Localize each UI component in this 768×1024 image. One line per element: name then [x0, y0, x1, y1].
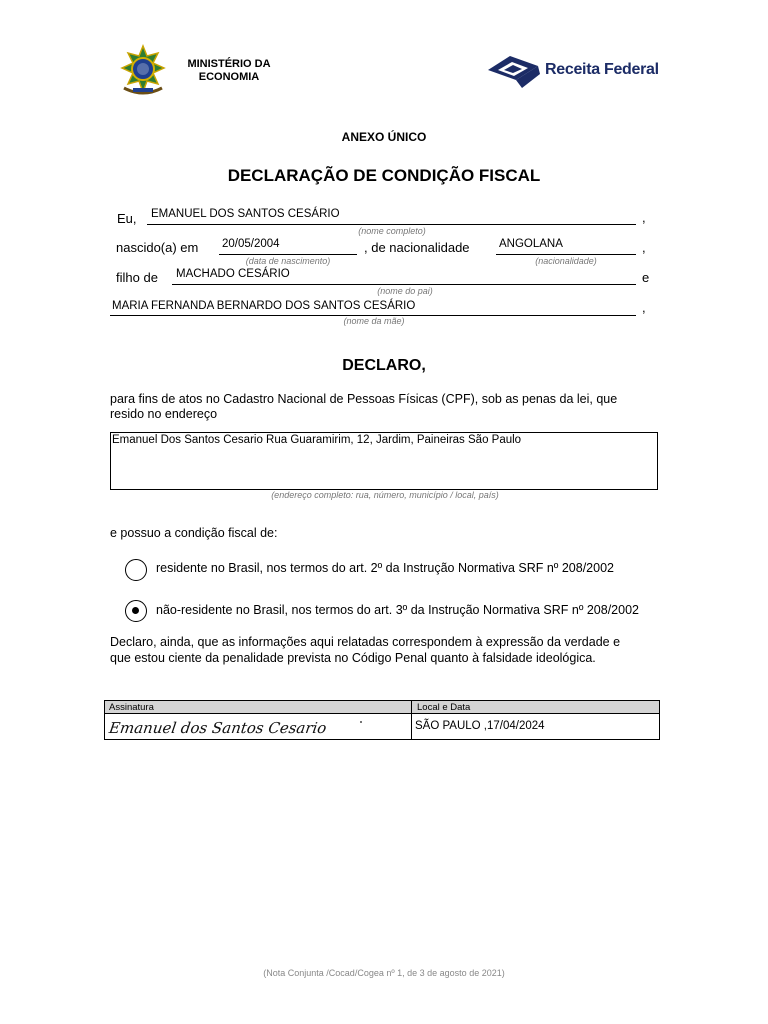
place-date-header: Local e Data — [412, 701, 659, 714]
father-name-underline — [172, 284, 636, 285]
non-resident-radio[interactable] — [125, 600, 147, 622]
address-field[interactable]: Emanuel Dos Santos Cesario Rua Guaramirim, 12, Jardim, Paineiras São Paulo — [112, 434, 522, 446]
closing-line-2: que estou ciente da penalidade prevista no Código Penal quanto à falsidade ideológica. — [110, 651, 596, 665]
place-date-field[interactable]: SÃO PAULO ,17/04/2024 — [415, 720, 545, 732]
father-name-hint: (nome do pai) — [377, 286, 433, 296]
nationality-label: , de nacionalidade — [364, 240, 470, 255]
ministry-name: MINISTÉRIO DA ECONOMIA — [187, 58, 271, 83]
birth-date-field[interactable]: 20/05/2004 — [222, 238, 280, 250]
birth-date-underline — [219, 254, 357, 255]
signature-table — [104, 700, 660, 740]
son-of-label: filho de — [116, 270, 158, 285]
full-name-hint: (nome completo) — [358, 226, 426, 236]
father-name-field[interactable]: MACHADO CESÁRIO — [176, 268, 290, 280]
declaro-heading: DECLARO, — [342, 357, 426, 374]
nationality-underline — [496, 254, 636, 255]
radio-selected-dot — [132, 607, 139, 614]
receita-federal-logo — [486, 52, 546, 90]
intro-line-2: resido no endereço — [110, 407, 218, 421]
resident-radio[interactable] — [125, 559, 147, 581]
annex-label: ANEXO ÚNICO — [341, 130, 427, 144]
condition-label: e possuo a condição fiscal de: — [110, 526, 278, 540]
signature-text: Emanuel dos Santos Cesario — [107, 719, 328, 737]
birth-date-hint: (data de nascimento) — [245, 256, 331, 266]
non-resident-option-label: não-residente no Brasil, nos termos do art. 3º da Instrução Normativa SRF nº 208/2002 — [156, 603, 639, 617]
mother-name-hint: (nome da mãe) — [343, 316, 405, 326]
full-name-underline — [147, 224, 636, 225]
closing-line-1: Declaro, ainda, que as informações aqui relatadas correspondem à expressão da verdade e — [110, 635, 621, 649]
comma: , — [642, 300, 646, 315]
receita-federal-wordmark: Receita Federal — [545, 61, 659, 78]
intro-line-1: para fins de atos no Cadastro Nacional de Pessoas Físicas (CPF), sob as penas da lei, que — [110, 392, 618, 406]
nationality-hint: (nacionalidade) — [535, 256, 597, 266]
eu-label: Eu, — [117, 211, 137, 226]
mother-name-field[interactable]: MARIA FERNANDA BERNARDO DOS SANTOS CESÁRIO — [112, 300, 416, 312]
signature-header: Assinatura — [105, 701, 411, 714]
and-label: e — [642, 270, 650, 285]
coat-of-arms-logo — [116, 44, 170, 98]
table-divider — [411, 701, 412, 739]
footer-note: (Nota Conjunta /Cocad/Cogea nº 1, de 3 de agosto de 2021) — [263, 968, 505, 978]
document-title: DECLARAÇÃO DE CONDIÇÃO FISCAL — [227, 166, 541, 185]
signature-field[interactable] — [107, 715, 407, 738]
full-name-field[interactable]: EMANUEL DOS SANTOS CESÁRIO — [151, 208, 340, 220]
comma: , — [642, 210, 646, 225]
born-label: nascido(a) em — [116, 240, 199, 255]
handwritten-signature — [107, 715, 407, 738]
nationality-field[interactable]: ANGOLANA — [499, 238, 563, 250]
address-hint: (endereço completo: rua, número, município / local, país) — [271, 490, 499, 500]
comma: , — [642, 240, 646, 255]
resident-option-label: residente no Brasil, nos termos do art. 2º da Instrução Normativa SRF nº 208/2002 — [156, 561, 614, 575]
